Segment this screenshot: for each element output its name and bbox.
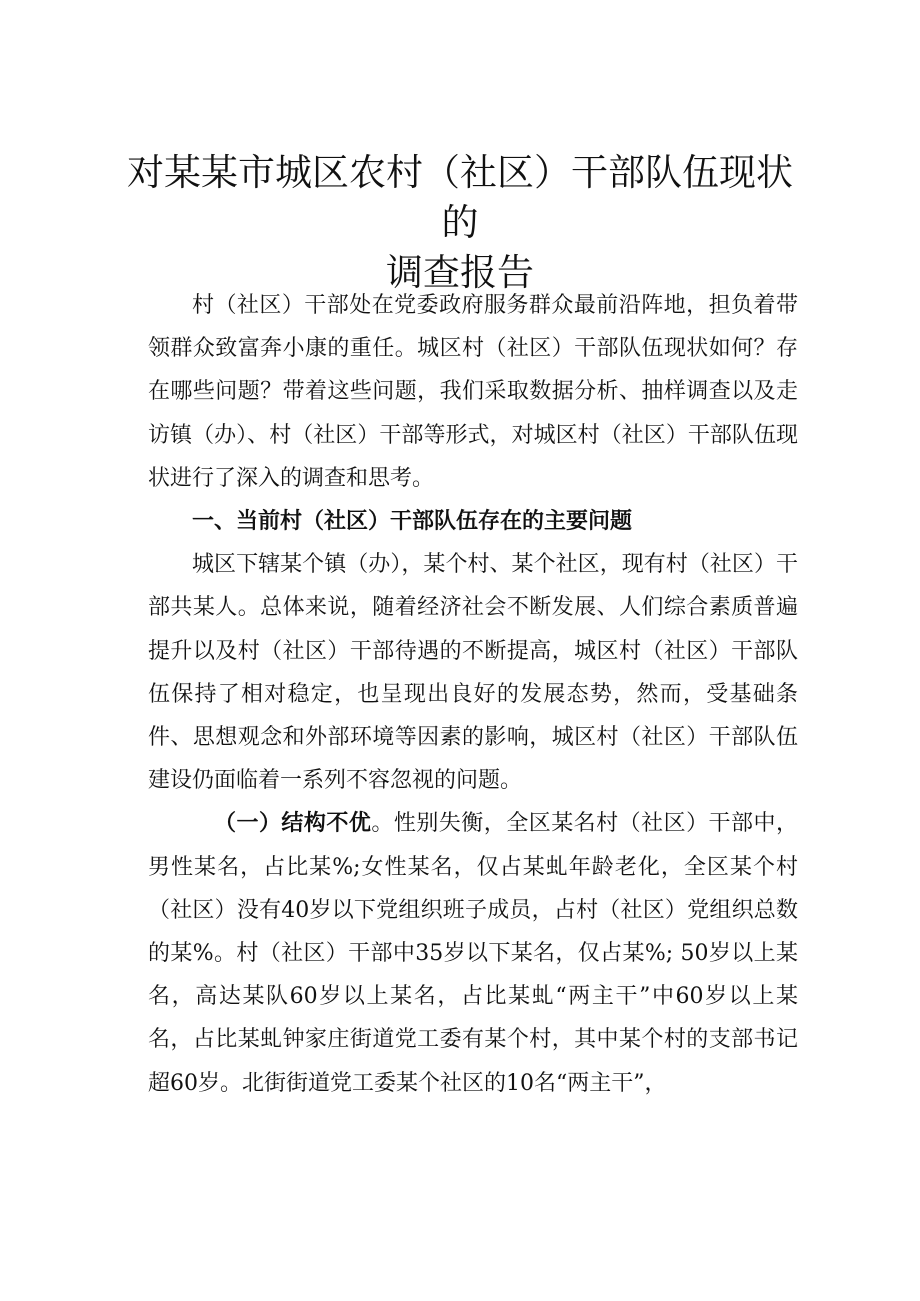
document-title — [120, 148, 800, 298]
title-line-1: 对某某市城区农村（社区）干部队伍现状的 — [127, 151, 793, 244]
section-heading-1: 一、当前村（社区）干部队伍存在的主要问题 — [192, 509, 633, 535]
document-body — [148, 284, 798, 1105]
intro-paragraph: 村（社区）干部处在党委政府服务群众最前沿阵地，担负着带领群众致富奔小康的重任。城区村（社区）干部队伍现状如何？存在哪些问题？带着这些问题，我们采取数据分析、抽样调查以及走访镇（办）、村（社区）干部等形式，对城区村（社区）干部队伍现状进行了深入的调查和思考。 — [148, 293, 798, 491]
title-line-2: 调查报告 — [386, 251, 534, 294]
item-1-text: 。性别失衡，全区某名村（社区）干部中，男性某名，占比某%;女性某名，仅占某虬年龄老化，全区某个村（社区）没有40岁以下党组织班子成员，占村（社区）党组织总数的某%。村（社区）干部中35岁以下某名，仅占某%; 50岁以上某名，高达某队60岁以上某名，占比某虬“两主干”中60岁以上某名，占比某虬钟家庄街道党工委有某个村，其中某个村的支部书记超60岁。北街街道党工委某个社区的10名“两主干”， — [148, 811, 798, 1096]
section-1-paragraph: 城区下辖某个镇（办），某个村、某个社区，现有村（社区）干部共某人。总体来说，随着经济社会不断发展、人们综合素质普遍提升以及村（社区）干部待遇的不断提高，城区村（社区）干部队伍保持了相对稳定，也呈现出良好的发展态势，然而，受基础条件、思想观念和外部环境等因素的影响，城区村（社区）干部队伍建设仍面临着一系列不容忽视的问题。 — [148, 552, 798, 794]
item-1-paragraph — [148, 802, 798, 1104]
item-1-label: （一）结构不优 — [214, 810, 372, 837]
